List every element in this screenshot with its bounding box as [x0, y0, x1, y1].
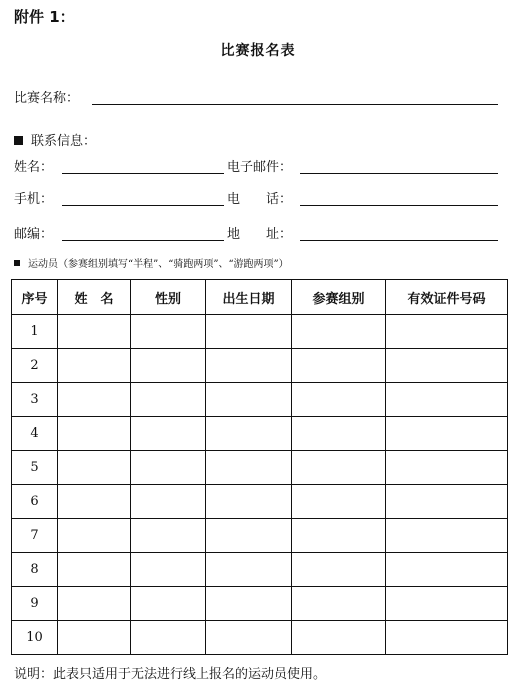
name-cell[interactable]: [58, 315, 131, 349]
contact-info-heading: [14, 134, 96, 150]
footer-note: 说明：此表只适用于无法进行线上报名的运动员使用。: [14, 667, 327, 682]
birthdate-cell[interactable]: [206, 587, 292, 621]
row-index: 1: [12, 315, 58, 349]
category-cell[interactable]: [292, 519, 386, 553]
id-number-cell[interactable]: [386, 519, 508, 553]
postcode-label: 邮编：: [14, 227, 54, 242]
name-cell[interactable]: [58, 349, 131, 383]
address-label: 地 址：: [227, 227, 293, 242]
id-number-cell[interactable]: [386, 451, 508, 485]
mobile-label: 手机：: [14, 192, 54, 207]
gender-cell[interactable]: [131, 519, 206, 553]
birthdate-cell[interactable]: [206, 383, 292, 417]
athletes-note-text: 运动员（参赛组别填写“半程”、“骑跑两项”、“游跑两项”）: [28, 259, 289, 270]
table-header-row: [12, 280, 508, 315]
birthdate-cell[interactable]: [206, 553, 292, 587]
row-index: 10: [12, 621, 58, 655]
birthdate-cell[interactable]: [206, 349, 292, 383]
birthdate-cell[interactable]: [206, 519, 292, 553]
row-index: 6: [12, 485, 58, 519]
table-row: [12, 553, 508, 587]
name-cell[interactable]: [58, 417, 131, 451]
table-row: [12, 485, 508, 519]
gender-cell[interactable]: [131, 315, 206, 349]
table-row: [12, 315, 508, 349]
name-cell[interactable]: [58, 451, 131, 485]
category-cell[interactable]: [292, 349, 386, 383]
id-number-cell[interactable]: [386, 417, 508, 451]
row-index: 7: [12, 519, 58, 553]
name-label: 姓名：: [14, 160, 54, 175]
contact-info-label: 联系信息：: [31, 134, 97, 149]
registration-table: [11, 279, 508, 655]
row-index: 5: [12, 451, 58, 485]
header-name: 姓 名: [58, 280, 131, 315]
birthdate-cell[interactable]: [206, 485, 292, 519]
table-row: [12, 349, 508, 383]
id-number-cell[interactable]: [386, 485, 508, 519]
gender-cell[interactable]: [131, 587, 206, 621]
annex-label: 附件 1：: [14, 8, 75, 26]
square-bullet-icon: [14, 136, 23, 145]
row-index: 2: [12, 349, 58, 383]
category-cell[interactable]: [292, 417, 386, 451]
name-cell[interactable]: [58, 553, 131, 587]
row-index: 4: [12, 417, 58, 451]
category-cell[interactable]: [292, 621, 386, 655]
table-row: [12, 451, 508, 485]
header-gender: 性别: [131, 280, 206, 315]
gender-cell[interactable]: [131, 451, 206, 485]
telephone-field[interactable]: [300, 205, 498, 206]
table-row: [12, 621, 508, 655]
table-row: [12, 519, 508, 553]
birthdate-cell[interactable]: [206, 315, 292, 349]
id-number-cell[interactable]: [386, 621, 508, 655]
gender-cell[interactable]: [131, 553, 206, 587]
postcode-field[interactable]: [62, 240, 224, 241]
gender-cell[interactable]: [131, 383, 206, 417]
form-title: 比赛报名表: [220, 43, 296, 59]
email-label: 电子邮件：: [227, 160, 293, 175]
table-row: [12, 417, 508, 451]
birthdate-cell[interactable]: [206, 417, 292, 451]
birthdate-cell[interactable]: [206, 621, 292, 655]
id-number-cell[interactable]: [386, 383, 508, 417]
name-cell[interactable]: [58, 485, 131, 519]
category-cell[interactable]: [292, 315, 386, 349]
competition-name-field[interactable]: [92, 104, 498, 105]
name-cell[interactable]: [58, 621, 131, 655]
name-cell[interactable]: [58, 587, 131, 621]
category-cell[interactable]: [292, 451, 386, 485]
name-cell[interactable]: [58, 383, 131, 417]
table-row: [12, 587, 508, 621]
name-field[interactable]: [62, 173, 224, 174]
category-cell[interactable]: [292, 383, 386, 417]
category-cell[interactable]: [292, 587, 386, 621]
header-birthdate: 出生日期: [206, 280, 292, 315]
birthdate-cell[interactable]: [206, 451, 292, 485]
telephone-label: 电 话：: [227, 192, 293, 207]
name-cell[interactable]: [58, 519, 131, 553]
id-number-cell[interactable]: [386, 315, 508, 349]
category-cell[interactable]: [292, 553, 386, 587]
athletes-note: [14, 255, 289, 270]
id-number-cell[interactable]: [386, 553, 508, 587]
category-cell[interactable]: [292, 485, 386, 519]
square-bullet-icon: [14, 260, 20, 266]
row-index: 3: [12, 383, 58, 417]
gender-cell[interactable]: [131, 349, 206, 383]
address-field[interactable]: [300, 240, 498, 241]
header-id-number: 有效证件号码: [386, 280, 508, 315]
row-index: 8: [12, 553, 58, 587]
id-number-cell[interactable]: [386, 349, 508, 383]
id-number-cell[interactable]: [386, 587, 508, 621]
email-field[interactable]: [300, 173, 498, 174]
header-index: 序号: [12, 280, 58, 315]
competition-name-label: 比赛名称：: [14, 91, 80, 106]
mobile-field[interactable]: [62, 205, 224, 206]
header-category: 参赛组别: [292, 280, 386, 315]
table-row: [12, 383, 508, 417]
gender-cell[interactable]: [131, 621, 206, 655]
gender-cell[interactable]: [131, 417, 206, 451]
gender-cell[interactable]: [131, 485, 206, 519]
row-index: 9: [12, 587, 58, 621]
